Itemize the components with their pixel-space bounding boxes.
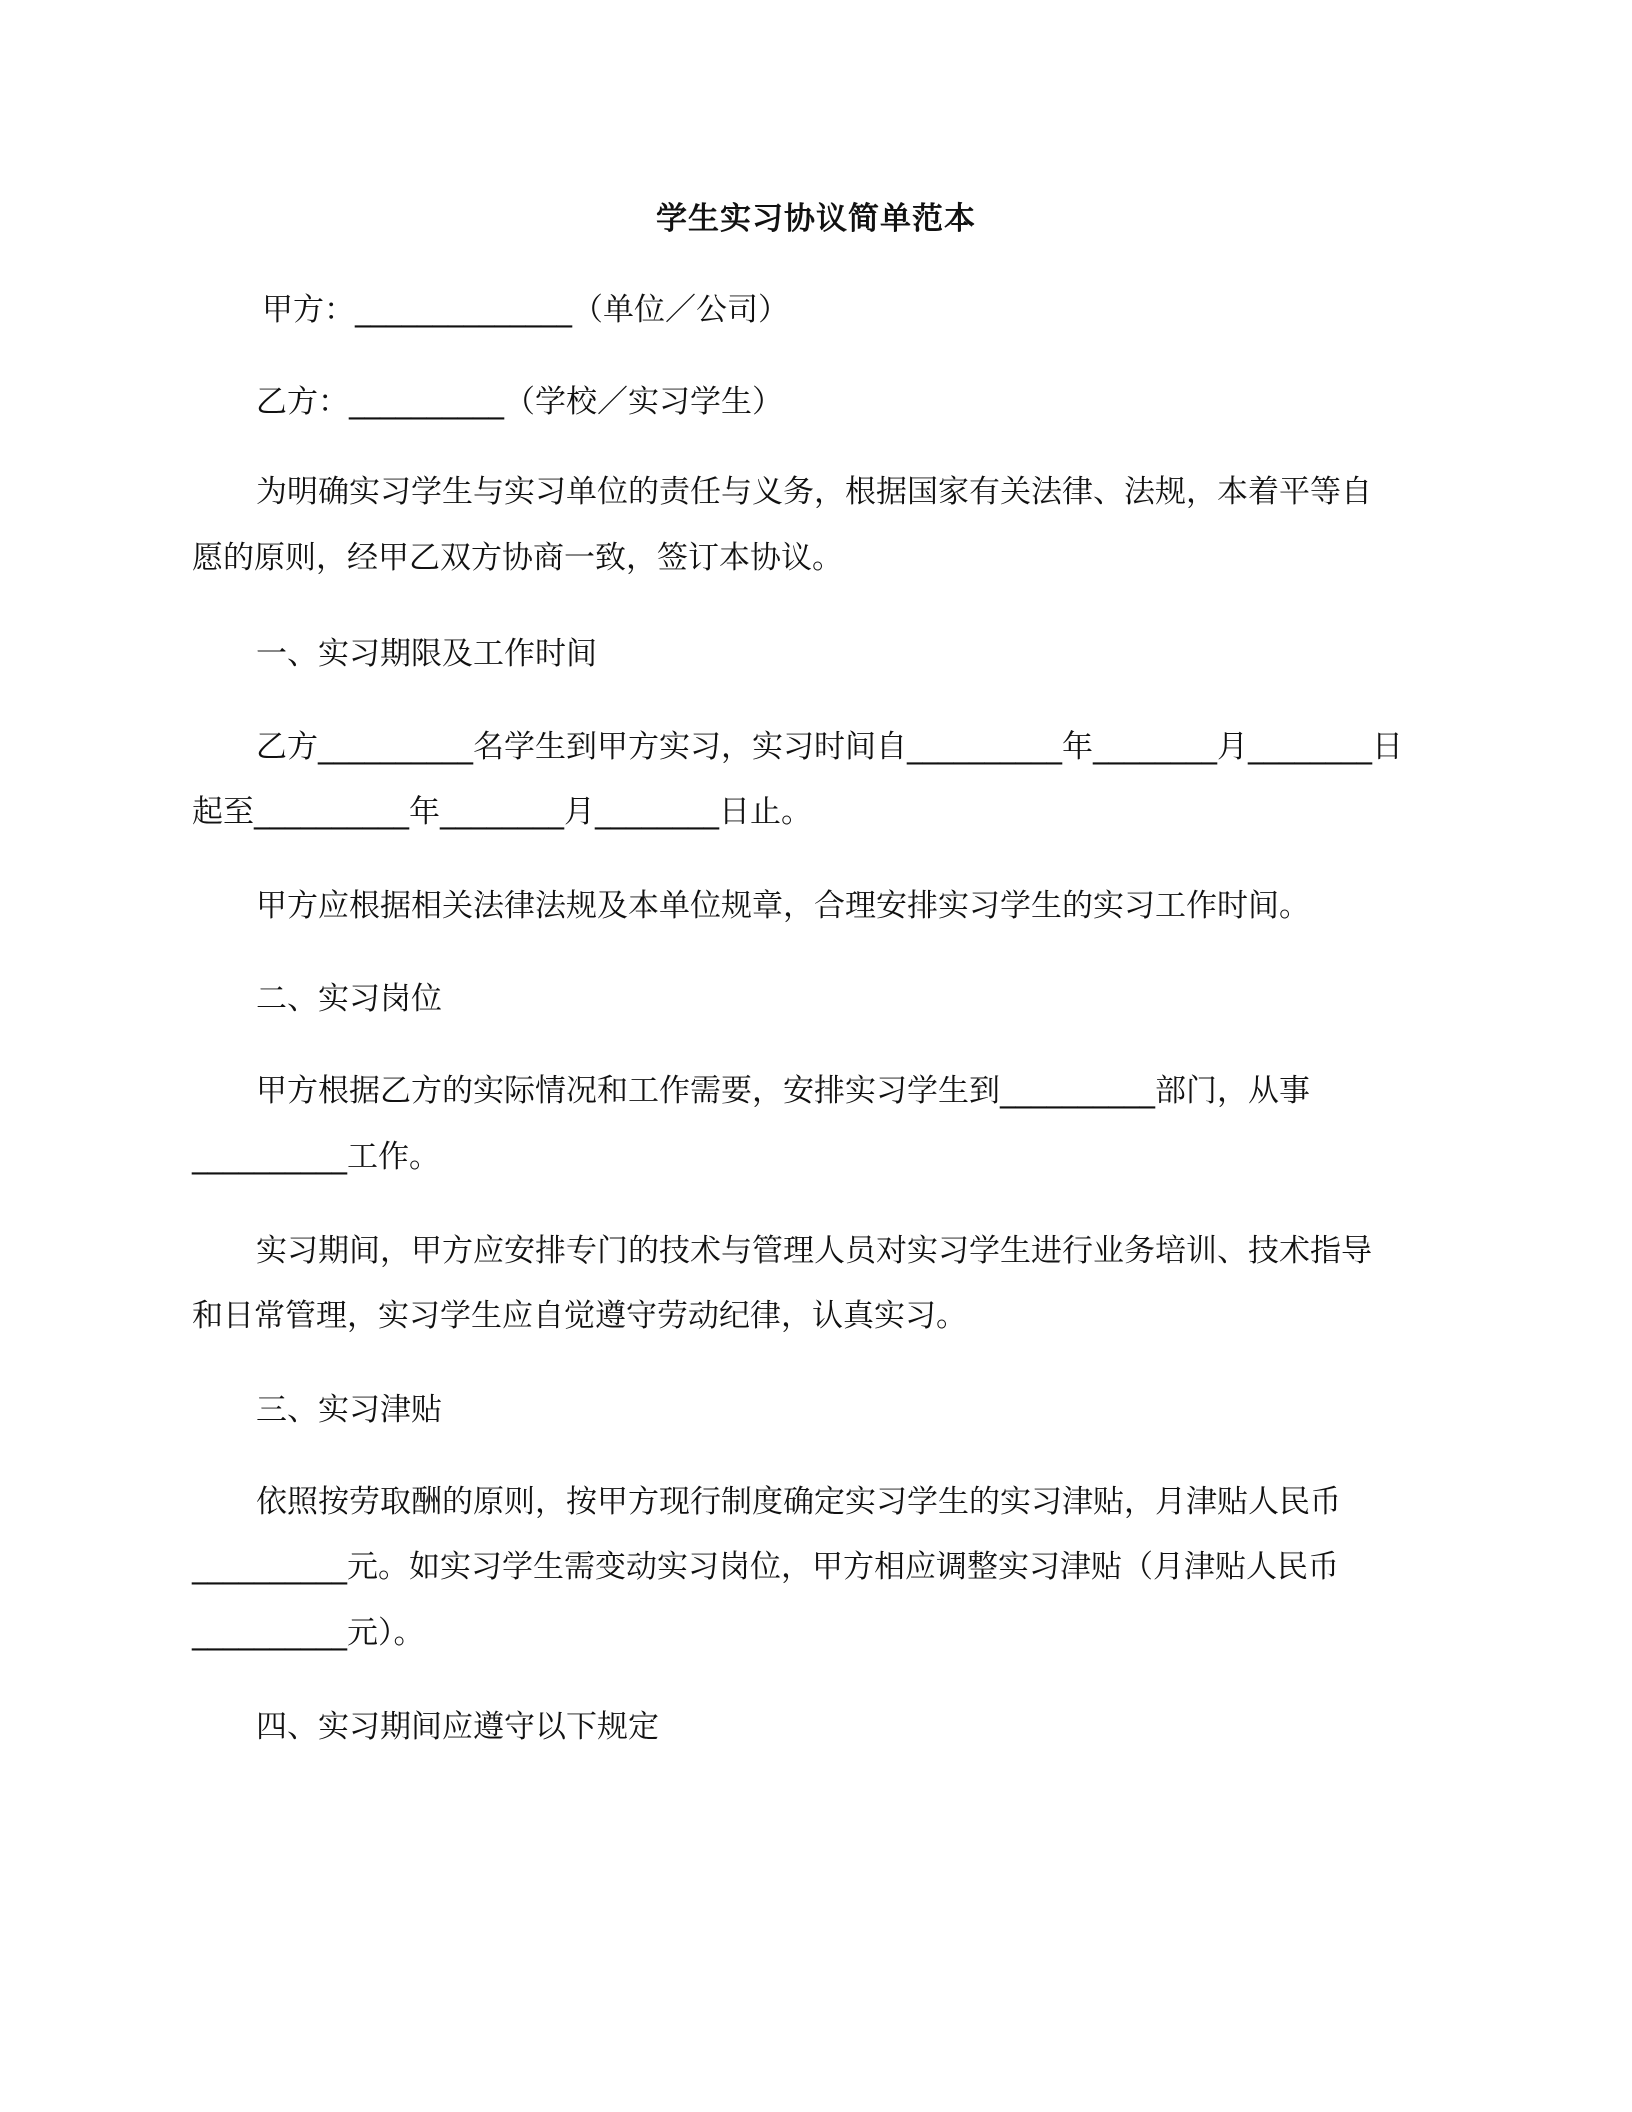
document-title: 学生实习协议简单范本 (656, 201, 976, 237)
section-1-paragraph-1-line-2: 起至__________年________月________日止。 (192, 794, 812, 830)
section-3-paragraph-line-3: __________元）。 (192, 1615, 425, 1651)
section-1-paragraph-1-line-1: 乙方__________名学生到甲方实习，实习时间自__________年________月________日 (256, 729, 1403, 765)
party-a-line: 甲方：______________（单位／公司） (262, 292, 789, 328)
intro-paragraph-line-2: 愿的原则，经甲乙双方协商一致，签订本协议。 (192, 540, 843, 576)
section-1-heading: 一、实习期限及工作时间 (256, 636, 597, 672)
section-1-paragraph-2: 甲方应根据相关法律法规及本单位规章，合理安排实习学生的实习工作时间。 (256, 888, 1310, 924)
section-2-paragraph-1-line-2: __________工作。 (192, 1139, 440, 1175)
section-3-heading: 三、实习津贴 (256, 1392, 442, 1428)
intro-paragraph-line-1: 为明确实习学生与实习单位的责任与义务，根据国家有关法律、法规，本着平等自 (256, 474, 1372, 510)
section-3-paragraph-line-1: 依照按劳取酬的原则，按甲方现行制度确定实习学生的实习津贴，月津贴人民币 (256, 1484, 1341, 1520)
section-2-paragraph-2-line-2: 和日常管理，实习学生应自觉遵守劳动纪律，认真实习。 (192, 1298, 967, 1334)
section-2-paragraph-2-line-1: 实习期间，甲方应安排专门的技术与管理人员对实习学生进行业务培训、技术指导 (256, 1233, 1372, 1269)
section-2-heading: 二、实习岗位 (256, 981, 442, 1017)
section-4-heading: 四、实习期间应遵守以下规定 (256, 1709, 659, 1745)
section-3-paragraph-line-2: __________元。如实习学生需变动实习岗位，甲方相应调整实习津贴（月津贴人民币 (192, 1549, 1339, 1585)
party-b-line: 乙方：__________（学校／实习学生） (256, 384, 783, 420)
section-2-paragraph-1-line-1: 甲方根据乙方的实际情况和工作需要，安排实习学生到__________部门，从事 (256, 1073, 1310, 1109)
